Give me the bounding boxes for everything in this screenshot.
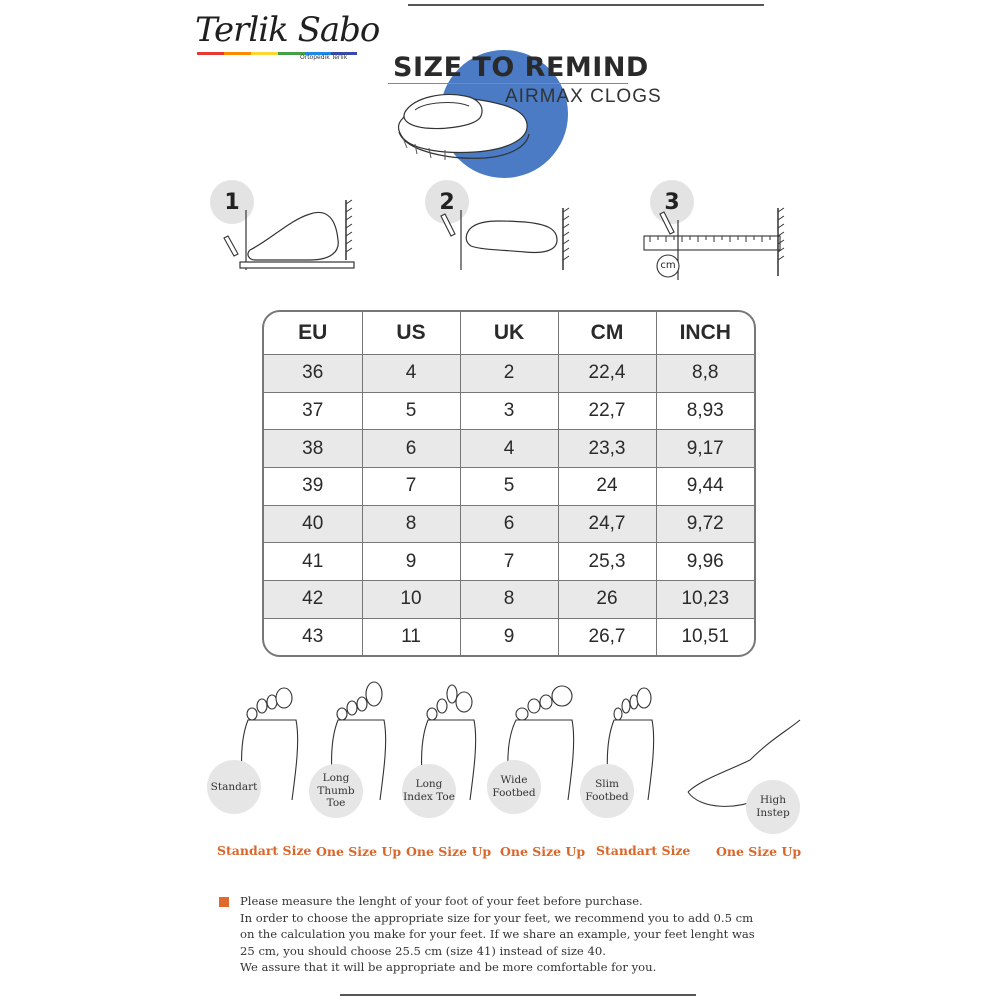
step-3-number: 3 [650,180,694,224]
table-cell: 5 [460,467,558,505]
notice-line: We assure that it will be appropriate and be more comfortable for you. [240,960,657,974]
table-cell: 8 [460,580,558,618]
notice-line: In order to choose the appropriate size for your feet, we recommend you to add 0.5 cm [240,910,754,925]
table-cell: 9,44 [656,467,754,505]
foot-type-high-instep: High Instep [746,780,800,834]
step-1-number: 1 [210,180,254,224]
step-3 [640,180,790,290]
table-cell: 9 [362,543,460,581]
notice-line: 25 cm, you should choose 25.5 cm (size 41) instead of size 40. [240,943,606,958]
table-cell: 10,51 [656,618,754,655]
foot-type-slim-footbed: Slim Footbed [580,764,634,818]
clog-illustration [385,88,545,168]
brand-logo [195,6,380,62]
table-cell: 6 [460,505,558,543]
brand-name: Terlik Sabo [195,10,380,50]
table-cell: 38 [264,430,362,468]
table-cell: 26 [558,580,656,618]
foot-side-measure-icon [210,180,360,280]
table-cell: 4 [362,355,460,393]
top-divider [408,4,764,6]
measurement-notice [240,893,800,976]
table-cell: 9,72 [656,505,754,543]
foot-type-standart: Standart [207,760,261,814]
page-title: SIZE TO REMIND [393,52,649,83]
table-cell: 11 [362,618,460,655]
table-cell: 6 [362,430,460,468]
table-cell: 5 [362,392,460,430]
recommendation-label: Standart Size [217,843,312,858]
table-row [264,430,754,468]
notice-line: on the calculation you make for your feet. If we share an example, your feet lenght was [240,927,755,941]
table-cell: 8,8 [656,355,754,393]
step-1 [210,180,360,280]
table-cell: 3 [460,392,558,430]
table-cell: 41 [264,543,362,581]
column-header: INCH [656,312,754,355]
table-cell: 10,23 [656,580,754,618]
table-cell: 36 [264,355,362,393]
title-underline [388,83,628,84]
table-cell: 9,96 [656,543,754,581]
recommendation-label: One Size Up [716,844,802,859]
table-cell: 8,93 [656,392,754,430]
ruler-measure-icon [640,180,790,290]
column-header: EU [264,312,362,355]
bottom-divider [340,994,696,996]
column-header: CM [558,312,656,355]
table-row [264,467,754,505]
recommendation-label: Standart Size [596,843,691,858]
page-subtitle: AIRMAX CLOGS [505,86,662,107]
table-cell: 8 [362,505,460,543]
table-cell: 9,17 [656,430,754,468]
table-cell: 39 [264,467,362,505]
table-cell: 22,4 [558,355,656,393]
step-2-number: 2 [425,180,469,224]
step-2 [425,180,575,280]
recommendation-label: One Size Up [406,844,492,859]
table-row [264,505,754,543]
table-row [264,543,754,581]
table-cell: 37 [264,392,362,430]
column-header: US [362,312,460,355]
foot-type-long-index-toe: Long Index Toe [402,764,456,818]
table-header-row [264,312,754,355]
notice-line: Please measure the lenght of your foot of your feet before purchase. [240,894,643,908]
notice-marker [219,897,229,907]
unit-label: cm [660,260,676,271]
size-table [264,312,754,655]
foot-type-long-thumb-toe: Long Thumb Toe [309,764,363,818]
foot-type-wide-footbed: Wide Footbed [487,760,541,814]
table-cell: 43 [264,618,362,655]
table-cell: 25,3 [558,543,656,581]
table-cell: 7 [460,543,558,581]
recommendation-label: One Size Up [316,844,402,859]
table-row [264,355,754,393]
table-row [264,580,754,618]
table-cell: 7 [362,467,460,505]
table-row [264,618,754,655]
table-cell: 24 [558,467,656,505]
table-cell: 4 [460,430,558,468]
column-header: UK [460,312,558,355]
table-cell: 2 [460,355,558,393]
table-cell: 26,7 [558,618,656,655]
table-cell: 22,7 [558,392,656,430]
table-cell: 24,7 [558,505,656,543]
table-cell: 9 [460,618,558,655]
table-cell: 40 [264,505,362,543]
foot-top-measure-icon [425,180,575,280]
brand-tagline: Ortopedik Terlik [300,54,348,61]
table-cell: 42 [264,580,362,618]
table-row [264,392,754,430]
recommendation-label: One Size Up [500,844,586,859]
size-chart [262,310,756,657]
table-cell: 10 [362,580,460,618]
table-cell: 23,3 [558,430,656,468]
